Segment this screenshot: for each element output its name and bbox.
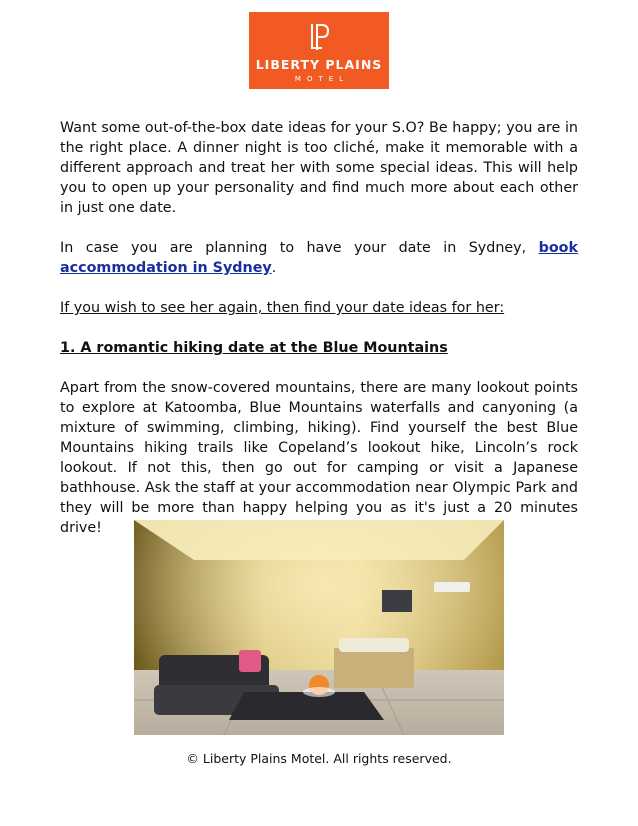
motel-room-photo (134, 520, 504, 735)
lp-monogram-icon (308, 22, 330, 52)
blue-mountains-paragraph: Apart from the snow-covered mountains, there are many lookout points to explore at Katoomba, Blue Mountains waterfalls and canyoning (a mixture of swimming, climbing, hiking). Find yourself the best Blue Mountains hiking trails like Copeland’s lookout hike, Lincoln’s rock lookout. If not this, then go out for camping or visit a Japanese bathhouse. Ask the staff at your accommodation near Olympic Park and they will be more than happy helping you as it's just a 20 minutes drive! (60, 380, 578, 536)
book-accommodation-link[interactable]: book accommodation in Sydney (60, 240, 578, 276)
booking-period: . (271, 260, 277, 276)
copyright-footer: © Liberty Plains Motel. All rights reserved. (186, 751, 452, 766)
intro-paragraph: Want some out-of-the-box date ideas for your S.O? Be happy; you are in the right place. A dinner night is too cliché, make it memorable with a different approach and treat her with some special ideas. This will help you to open up your personality and find much more about each other in just one date. (60, 120, 578, 216)
date-ideas-text: If you wish to see her again, then find your date ideas for her: (60, 300, 505, 316)
booking-text: In case you are planning to have your date in Sydney, (60, 240, 539, 256)
date-ideas-intro (60, 298, 578, 318)
booking-paragraph (60, 238, 578, 278)
room-image-illustration (134, 520, 504, 735)
section-heading-blue-mountains: 1. A romantic hiking date at the Blue Mountains (60, 340, 448, 356)
article-body (60, 118, 578, 558)
logo-subtitle: MOTEL (294, 75, 350, 83)
liberty-plains-logo (249, 12, 389, 89)
logo-brand-name: LIBERTY PLAINS (255, 57, 383, 72)
